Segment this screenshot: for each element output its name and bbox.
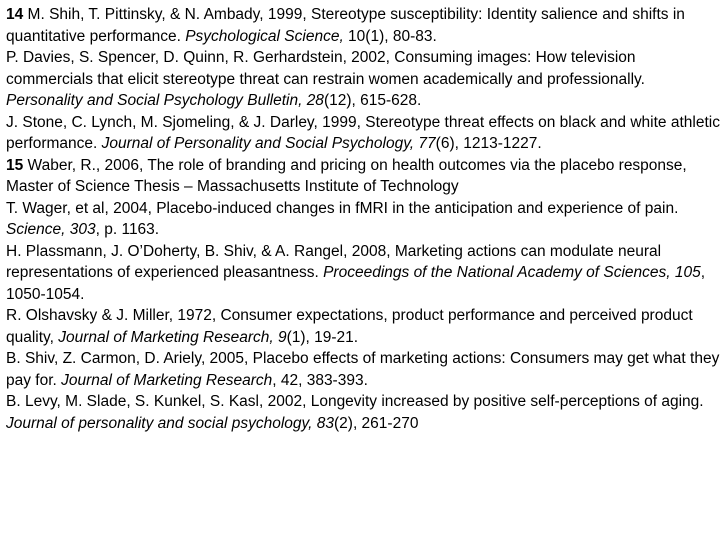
reference-tail: (1), 19-21. [286,328,359,346]
reference-tail: , p. 1163. [95,221,160,238]
reference-journal: Journal of Marketing Research [61,371,273,389]
reference-tail: , 42, 383-393. [272,371,368,389]
reference-entry [6,348,722,391]
reference-entry [6,155,722,198]
reference-text: T. Wager, et al, 2004, Placebo-induced changes in fMRI in the anticipation and experience of pain. [6,199,679,217]
reference-journal: Journal of personality and social psychology, 83 [6,414,334,432]
reference-entry [6,241,722,306]
reference-entry [6,391,722,434]
reference-journal: Proceedings of the National Academy of Sciences, 105 [323,264,701,281]
reference-text: M. Shih, T. Pittinsky, & N. Ambady, 1999, Stereotype susceptibility: Identity salience and shifts in quantitative performance. [6,6,685,45]
reference-entry [6,305,722,348]
reference-text: B. Shiv, Z. Carmon, D. Ariely, 2005, Placebo effects of marketing actions: Consumers may get what they pay for. [6,350,720,389]
reference-text: J. Stone, C. Lynch, M. Sjomeling, & J. Darley, 1999, Stereotype threat effects on black and white athletic performance. [6,113,720,152]
reference-list [6,4,722,434]
reference-journal: Journal of Personality and Social Psychology, 77 [101,135,436,152]
reference-text: H. Plassmann, J. O’Doherty, B. Shiv, & A. Rangel, 2008, Marketing actions can modulate neural representations of experienced pleasantness. [6,242,662,281]
reference-tail: (6), 1213-1227. [435,135,542,152]
reference-tail: 10(1), 80-83. [343,27,437,45]
reference-entry [6,47,722,112]
reference-entry [6,112,722,155]
reference-journal: Personality and Social Psychology Bulletin, 28 [6,92,324,109]
reference-tail: (12), 615-628. [323,92,422,109]
reference-text: Waber, R., 2006, The role of branding and pricing on health outcomes via the placebo response, Master of Science Thesis – Massachusetts Institute of Technology [6,156,687,195]
reference-text: R. Olshavsky & J. Miller, 1972, Consumer expectations, product performance and perceived product quality, [6,307,693,346]
footnote-number: 15 [6,156,24,174]
reference-journal: Science, 303 [6,221,96,238]
reference-tail: (2), 261-270 [334,414,419,432]
reference-entry [6,4,722,47]
footnote-number: 14 [6,6,24,23]
reference-journal: Journal of Marketing Research, 9 [58,328,287,346]
reference-journal: Psychological Science, [185,27,344,45]
reference-text: P. Davies, S. Spencer, D. Quinn, R. Gerhardstein, 2002, Consuming images: How television commercials that elicit stereotype threat can restrain women academically and professionally. [6,49,645,88]
reference-tail: , 1050-1054. [6,264,706,303]
reference-text: B. Levy, M. Slade, S. Kunkel, S. Kasl, 2002, Longevity increased by positive self-perceptions of aging. [6,393,704,410]
reference-entry [6,198,722,241]
